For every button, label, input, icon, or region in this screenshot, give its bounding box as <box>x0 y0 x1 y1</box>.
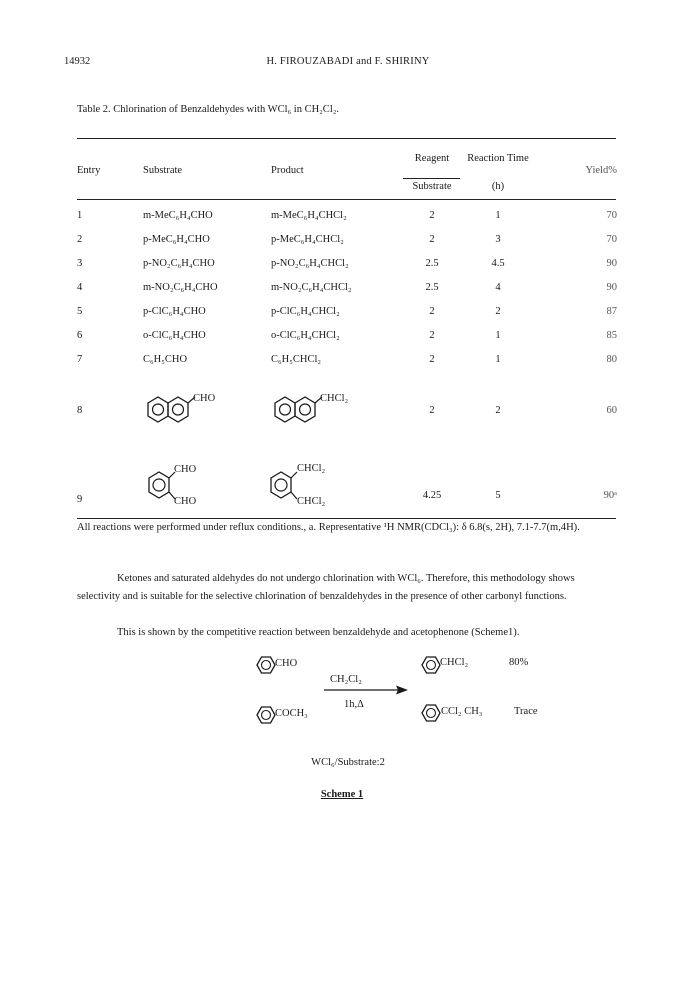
row9-product-top: CHCl₂ <box>297 463 326 474</box>
row-ratio-cell: 2 <box>429 306 435 317</box>
row-yield-cell: 70 <box>606 234 617 245</box>
body-paragraph-1: Ketones and saturated aldehydes do not undergo chlorination with WCl₆. Therefore, this methodology shows selectivity and is suitable for the selective chlorination of benzaldehydes in the presence of other carbonyl functions. <box>77 573 575 602</box>
row8-product-group: CHCl₂ <box>320 393 349 404</box>
row-product-cell: p-ClC₆H₄CHCl₂ <box>271 306 340 317</box>
row-substrate-cell: m-MeC₆H₄CHO <box>143 210 213 221</box>
running-header-authors: H. FIROUZABADI and F. SHIRINY <box>266 56 430 67</box>
row-ratio-cell: 2 <box>429 234 435 245</box>
row-product-cell: m-NO₂C₆H₄CHCl₂ <box>271 282 352 293</box>
body-paragraph-2: This is shown by the competitive reaction between benzaldehyde and acetophenone (Scheme1). <box>117 627 520 638</box>
scheme-reactant2-group: COCH₃ <box>275 708 308 719</box>
header-substrate-ratio: Substrate <box>412 181 452 192</box>
row-product-cell: C₆H₅CHCl₂ <box>271 354 322 365</box>
row-time-cell: 4.5 <box>491 258 505 269</box>
row-entry-cell: 5 <box>77 306 83 317</box>
row-ratio-cell: 2 <box>429 210 435 221</box>
row9-time: 5 <box>495 490 501 501</box>
row9-product-bottom: CHCl₂ <box>297 496 326 507</box>
table-caption: Table 2. Chlorination of Benzaldehydes with WCl₆ in CH₂Cl₂. <box>77 104 340 115</box>
row-entry-cell: 2 <box>77 234 83 245</box>
row-ratio-cell: 2.5 <box>425 282 439 293</box>
phthalaldehyde-product-structure <box>265 466 301 506</box>
row-time-cell: 3 <box>495 234 501 245</box>
row-yield-cell: 85 <box>606 330 617 341</box>
header-reaction-time: Reaction Time <box>467 153 529 164</box>
row-substrate-cell: p-MeC₆H₄CHO <box>143 234 210 245</box>
scheme-product1-group: CHCl₂ <box>440 657 469 668</box>
row-substrate-cell: p-ClC₆H₄CHO <box>143 306 206 317</box>
row-entry-cell: 4 <box>77 282 83 293</box>
row-substrate-cell: p-NO₂C₆H₄CHO <box>143 258 215 269</box>
scheme-product2-group: CCl₂ CH₃ <box>441 706 483 717</box>
table-header-rule <box>77 199 616 200</box>
row-yield-cell: 90 <box>606 282 617 293</box>
row-time-cell: 2 <box>495 306 501 317</box>
header-time-unit: (h) <box>491 181 505 192</box>
row-substrate-cell: m-NO₂C₆H₄CHO <box>143 282 218 293</box>
row9-substrate-top: CHO <box>174 464 197 475</box>
row-product-cell: p-MeC₆H₄CHCl₂ <box>271 234 344 245</box>
header-product: Product <box>271 165 304 176</box>
scheme-product2-yield: Trace <box>514 706 538 717</box>
scheme-ratio-note: WCl₆/Substrate:2 <box>311 757 385 768</box>
header-reagent: Reagent <box>414 153 450 164</box>
scheme-conditions: 1h,Δ <box>344 699 364 710</box>
row-yield-cell: 87 <box>606 306 617 317</box>
row-substrate-cell: C₆H₅CHO <box>143 354 188 365</box>
row-product-cell: m-MeC₆H₄CHCl₂ <box>271 210 347 221</box>
naphthalene-substrate-structure <box>140 394 200 426</box>
reaction-arrow <box>322 684 410 696</box>
row-entry-cell: 7 <box>77 354 83 365</box>
row9-ratio: 4.25 <box>422 490 442 501</box>
row9-substrate-bottom: CHO <box>174 496 197 507</box>
row-product-cell: o-ClC₆H₄CHCl₂ <box>271 330 340 341</box>
table-bottom-rule <box>77 518 616 519</box>
row-ratio-cell: 2 <box>429 354 435 365</box>
scheme-label: Scheme 1 <box>320 789 364 800</box>
row-entry-cell: 1 <box>77 210 83 221</box>
scheme-solvent: CH₂Cl₂ <box>330 674 362 685</box>
header-yield: Yield% <box>585 165 617 176</box>
header-substrate: Substrate <box>143 165 183 176</box>
row-ratio-cell: 2 <box>429 330 435 341</box>
row-entry-cell: 3 <box>77 258 83 269</box>
row-product-cell: p-NO₂C₆H₄CHCl₂ <box>271 258 349 269</box>
row-time-cell: 1 <box>495 210 501 221</box>
row-time-cell: 4 <box>495 282 501 293</box>
table-top-rule <box>77 138 616 139</box>
row8-entry: 8 <box>77 405 83 416</box>
table-footnote: All reactions were performed under reflux conditions., a. Representative ¹H NMR(CDCl₃): δ 6.8(s, 2H), 7.1-7.7(m,4H). <box>77 522 580 533</box>
row-substrate-cell: o-ClC₆H₄CHO <box>143 330 206 341</box>
header-entry: Entry <box>77 165 101 176</box>
row8-ratio: 2 <box>429 405 435 416</box>
row-yield-cell: 80 <box>606 354 617 365</box>
row9-yield: 90ᵃ <box>603 490 617 501</box>
page-number: 14932 <box>64 56 91 67</box>
scheme-reactant1-group: CHO <box>275 658 298 669</box>
row-time-cell: 1 <box>495 330 501 341</box>
row-yield-cell: 70 <box>606 210 617 221</box>
row-yield-cell: 90 <box>606 258 617 269</box>
row8-time: 2 <box>495 405 501 416</box>
row-entry-cell: 6 <box>77 330 83 341</box>
scheme-product1-yield: 80% <box>509 657 529 668</box>
ratio-fraction-bar <box>403 178 460 179</box>
row-ratio-cell: 2.5 <box>425 258 439 269</box>
row-time-cell: 1 <box>495 354 501 365</box>
row9-entry: 9 <box>77 494 83 505</box>
row8-substrate-group: CHO <box>193 393 216 404</box>
row8-yield: 60 <box>606 405 617 416</box>
naphthalene-product-structure <box>267 394 327 426</box>
